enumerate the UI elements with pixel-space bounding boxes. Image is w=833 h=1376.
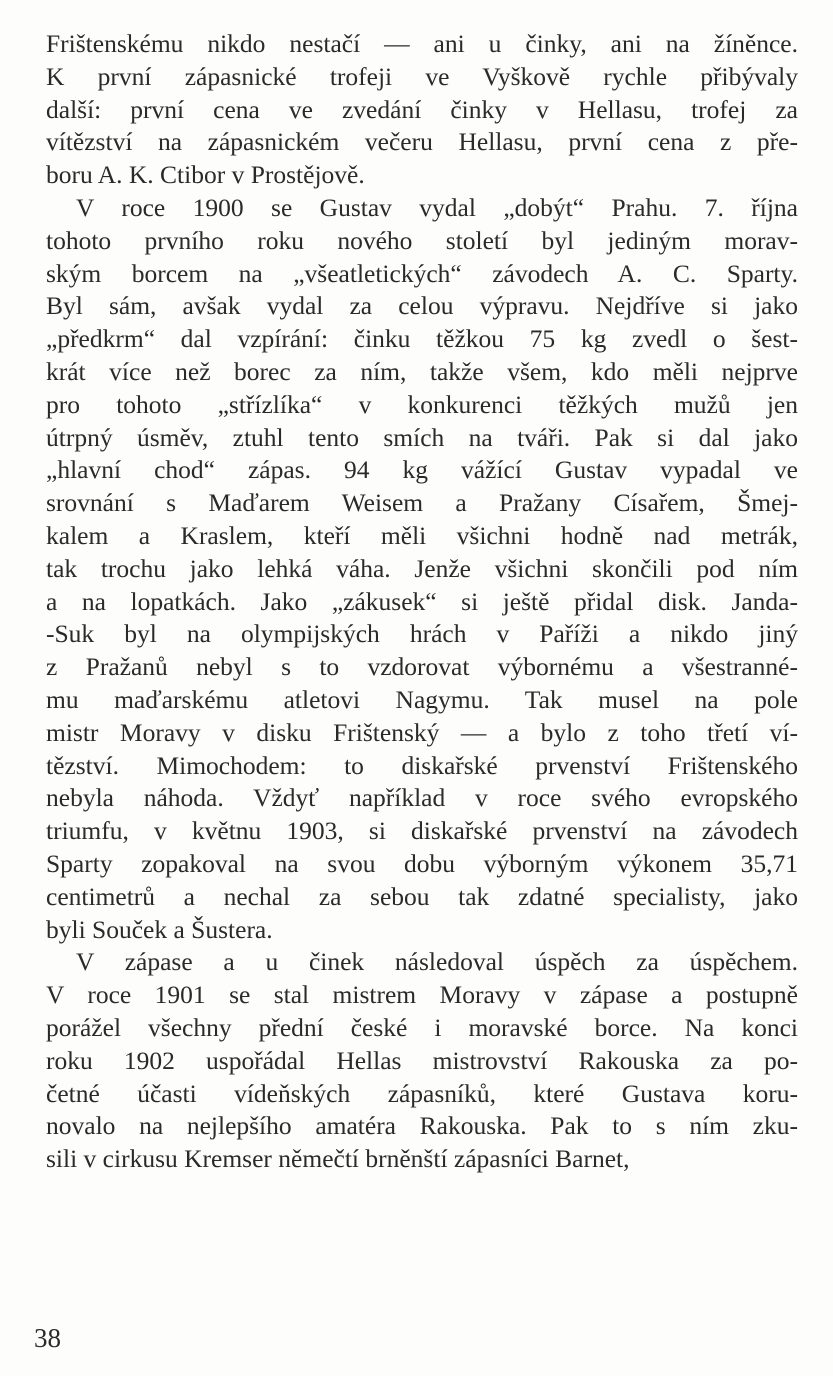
text-line: triumfu, v květnu 1903, si diskařské prvenství na závodech <box>46 816 798 846</box>
text-line: „hlavní chod“ zápas. 94 kg vážící Gustav vypadal ve <box>46 455 798 485</box>
text-line: srovnání s Maďarem Weisem a Pražany Císařem, Šmej- <box>46 488 798 518</box>
text-line: roku 1902 uspořádal Hellas mistrovství Rakouska za po- <box>46 1045 798 1075</box>
text-line: a na lopatkách. Jako „zákusek“ si ještě přidal disk. Janda- <box>46 586 798 616</box>
text-line: tohoto prvního roku nového století byl jediným morav- <box>46 225 798 255</box>
paragraph <box>46 946 798 1176</box>
text-line: byli Souček a Šustera. <box>46 914 273 944</box>
text-line: krát více než borec za ním, takže všem, kdo měli nejprve <box>46 356 798 386</box>
text-line: centimetrů a nechal za sebou tak zdatné specialisty, jako <box>46 881 798 911</box>
page-number: 38 <box>34 1323 61 1353</box>
text-line: tězství. Mimochodem: to diskařské prvenství Frištenského <box>46 750 798 780</box>
text-line: tak trochu jako lehká váha. Jenže všichni skončili pod ním <box>46 553 798 583</box>
text-line: Sparty zopakoval na svou dobu výborným výkonem 35,71 <box>46 848 798 878</box>
text-line: V zápase a u činek následoval úspěch za úspěchem. <box>76 947 798 977</box>
text-line: sili v cirkusu Kremser němečtí brněnští zápasníci Barnet, <box>46 1144 630 1174</box>
text-line: útrpný úsměv, ztuhl tento smích na tváři. Pak si dal jako <box>46 422 798 452</box>
text-line: V roce 1900 se Gustav vydal „dobýt“ Prahu. 7. října <box>76 192 798 222</box>
paragraph <box>46 192 798 946</box>
text-line: další: první cena ve zvedání činky v Hellasu, trofej za <box>46 94 798 124</box>
text-line: mu maďarskému atletovi Nagymu. Tak musel na pole <box>46 684 798 714</box>
text-line: V roce 1901 se stal mistrem Moravy v zápase a postupně <box>46 980 798 1010</box>
text-line: -Suk byl na olympijských hrách v Paříži a nikdo jiný <box>46 619 798 649</box>
text-line: nebyla náhoda. Vždyť například v roce svého evropského <box>46 783 798 813</box>
text-line: Frištenskému nikdo nestačí — ani u činky, ani na žíněnce. <box>46 29 798 58</box>
text-line: pro tohoto „střízlíka“ v konkurenci těžkých mužů jen <box>46 389 798 419</box>
text-line: četné účasti vídeňských zápasníků, které Gustava koru- <box>46 1078 798 1108</box>
text-line: K první zápasnické trofeji ve Vyškově rychle přibývaly <box>46 61 798 91</box>
text-line: novalo na nejlepšího amatéra Rakouska. Pak to s ním zku- <box>46 1111 798 1141</box>
text-line: boru A. K. Ctibor v Prostějově. <box>46 160 365 190</box>
paragraph <box>46 28 798 192</box>
body-text <box>46 28 798 1176</box>
text-line: Byl sám, avšak vydal za celou výpravu. Nejdříve si jako <box>46 291 798 321</box>
text-line: vítězství na zápasnickém večeru Hellasu, první cena z pře- <box>46 127 798 157</box>
text-line: z Pražanů nebyl s to vzdorovat výbornému a všestranné- <box>46 652 798 682</box>
text-line: mistr Moravy v disku Frištenský — a bylo z toho třetí ví- <box>46 717 798 747</box>
text-line: kalem a Kraslem, kteří měli všichni hodně nad metrák, <box>46 520 798 550</box>
text-line: porážel všechny přední české i moravské borce. Na konci <box>46 1012 798 1042</box>
text-line: ským borcem na „všeatletických“ závodech A. C. Sparty. <box>46 258 798 288</box>
text-line: „předkrm“ dal vzpírání: činku těžkou 75 kg zvedl o šest- <box>46 324 798 354</box>
